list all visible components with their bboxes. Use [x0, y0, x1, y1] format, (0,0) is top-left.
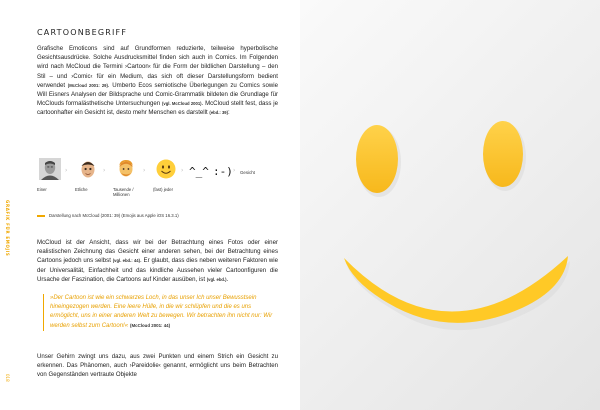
arrow-icon: › [65, 167, 68, 174]
scale-item-memoji [75, 158, 109, 210]
citation-ref: (ebd.: 39) [209, 110, 229, 116]
paragraph-pareidolia: Unser Gehirn zwingt uns dazu, aus zwei Punkten und einem Strich ein Gesicht zu erkennen. Das Phänomen, auch ›Pareidolie‹ genannt, ermöglicht uns beim Betrachten von Gegenständen vertraute Objekte [37, 353, 278, 379]
caption-marker [37, 215, 45, 217]
smiley-mouth-icon [344, 256, 570, 330]
scale-item-label: Tausende / Millionen [113, 187, 134, 197]
citation-ref: (vgl. ebd.) [206, 276, 227, 282]
large-smiley-illustration [300, 0, 600, 410]
citation-ref: (McCloud 2001: 29) [67, 82, 108, 88]
mccloud-text-2: . Er glaubt, dass dies neben weiteren Faktoren wie der Universalität, Einfachheit und das kindliche Aussehen vieler Cartoonfiguren die Ursache der Faszination, die Cartoons auf Kinder ausüben, ist [37, 257, 278, 283]
page-number: 018 [5, 374, 10, 382]
block-quote [43, 294, 282, 331]
arrow-icon: › [143, 167, 146, 174]
intro-text-2: . Umberto Ecos semiotische Überlegungen zu Comics sowie Will Eisners Analysen der Bildsprache und Comic-Grammatik bildeten die Grundlage für McClouds formalästhetische Untersuchungen [37, 81, 278, 108]
smiley-right-eye-icon [483, 121, 526, 191]
right-page-smiley-illustration [300, 0, 600, 410]
scale-item-smiley-emoji [153, 158, 187, 210]
intro-text-4: : [228, 109, 230, 117]
paragraph-mccloud [37, 238, 278, 284]
ascii-face-smile: :-) [213, 165, 233, 178]
scale-item-label: Einer [37, 187, 47, 192]
abstraction-scale-figure [37, 158, 287, 210]
intro-text-1: Grafische Emoticons sind auf Grundformen reduzierte, teilweise hyperbolische Gesichtsausdrücke. Solche Ausdrucksmittel finden sich auch in Comics. Im Folgenden wird nach McCloud die Termini ›Cartoon‹ für die Form der bildlichen Darstellung – den Stil – und ›Comic‹ für ein Medium, das sich oft dieser Darstellungsform bedient verwendet [37, 45, 278, 89]
caption-text: Darstellung nach McCloud (2001: 39) (Emojis aus Apple iOS 16.3.1) [49, 213, 179, 218]
intro-text-3: . McCloud stellt fest, dass je cartoonhafter ein Gesicht ist, desto mehr Menschen es darstellt [37, 100, 278, 117]
photo-face-icon [39, 158, 61, 180]
figure-caption [37, 213, 277, 218]
person-emoji-icon [115, 158, 137, 180]
paragraph-intro [37, 44, 278, 118]
side-label [2, 200, 10, 280]
mccloud-text-3: . [226, 275, 229, 283]
scale-item-label: (fast) jeder [153, 187, 174, 192]
quote-source: (McCloud 2001: 44) [130, 323, 171, 328]
arrow-icon: › [181, 167, 184, 174]
face-end-label: Gesicht [240, 170, 255, 175]
ascii-face-caret: ^_^ [189, 165, 209, 178]
scale-item-photo [37, 158, 71, 210]
section-heading: CARTOONBEGRIFF [37, 28, 128, 37]
memoji-face-icon [77, 158, 99, 180]
citation-ref: (vgl. ebd.: 44) [112, 258, 141, 264]
mccloud-text-1: McCloud ist der Ansicht, dass wir bei der Betrachtung eines Fotos oder einer realistischen Zeichnung das Gesicht einer anderen sehen, bei der Betrachtung eines Cartoons jedoch uns selbst [37, 239, 278, 265]
arrow-icon: › [103, 167, 106, 174]
citation-ref: (vgl. McCloud 2001) [162, 101, 202, 107]
quote-text: »Der Cartoon ist wie ein schwarzes Loch, in das unser Ich unser Bewusstsein hineingezogen werden. Eine leere Hülle, in die wir schlüpfen und die es uns ermöglicht, uns in einer anderen Welt zu bewegen. Wir betrachten ihn nicht nur: Wir werden selbst zum Cartoon!« [50, 295, 273, 329]
smiley-emoji-icon [155, 158, 177, 180]
scale-item-label: Etliche [75, 187, 88, 192]
arrow-icon: › [233, 167, 236, 174]
smiley-left-eye-icon [356, 125, 401, 197]
side-label-text: GRAFIK FÜR EMOJIS [5, 200, 10, 257]
scale-item-emoji-person [113, 158, 147, 210]
